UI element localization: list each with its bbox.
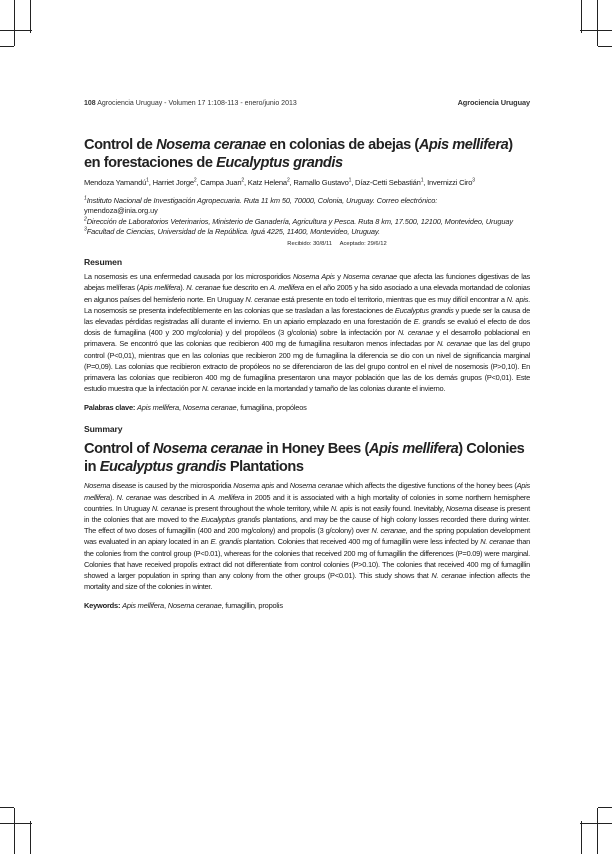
author: Mendoza Yamandú$^1$ (84, 177, 149, 187)
crop-mark (580, 30, 612, 31)
author: Invernizzi Ciro$^3$ (427, 177, 475, 187)
crop-mark (598, 46, 612, 47)
author: Ramallo Gustavo$^1$ (293, 177, 352, 187)
accepted-date: Aceptado: 29/6/12 (339, 241, 387, 248)
crop-mark (580, 823, 612, 824)
affiliation-1: $^1$Instituto Nacional de Investigación Agropecuaria. Ruta 11 km 50, 70000, Colonia, Uruguay. Correo electrónico: ymendoza@inia.org.uy (84, 195, 438, 216)
crop-mark (598, 807, 612, 808)
summary-body: Nosema disease is caused by the microsporidia Nosema apis and Nosema ceranae which affects the digestive functions of the honey bees (Apis mellifera). N. ceranae was described in A. mellifera in 2005 and it is associated with a high mortality of colonies in some northern hemisphere countries. In Uruguay N. ceranae is present throughout the whole territory, while N. apis is not easily found. Inevitably, Nosema disease is present in the colonies that are moved to the Eucalyptus grandis plantations, and may be the cause of high colony losses recorded there during winter. The effect of two doses of fumagillin (400 and 200 mg/colony) and propolis (3 g/colony) over N. ceranae, and the spring population development was evaluated in an apiary located in an E. grandis plantation. Colonies that received 400 mg of fumagillin were less infected by N. ceranae than the colonies from the control group (P<0.01), whereas for the colonies that received 200 mg of fumagillin the differences (P=0.09) were marginal. Colonies that have received propolis extract did not differentiate from control colonies (P>0.10). The colonies that received 400 mg of fumagillin showed a larger population in spring than any colony from the other groups (P<0.01). This study shows that N. ceranae infection affects the mortality and size of the colonies in winter. (84, 481, 531, 592)
author: Campa Juan$^2$ (200, 177, 244, 187)
crop-mark (0, 30, 32, 31)
author: Katz Helena$^2$ (247, 177, 290, 187)
crop-mark (581, 0, 582, 33)
author: Harriet Jorge$^2$ (152, 177, 197, 187)
resumen-heading: Resumen (84, 257, 122, 268)
running-header (84, 98, 530, 110)
crop-mark (30, 821, 31, 854)
crop-mark (14, 0, 15, 46)
page-number: 108 (84, 100, 96, 107)
palabras-clave: Palabras clave: Apis mellifera, Nosema ceranae, fumagilina, propóleos (84, 403, 307, 413)
crop-mark (0, 807, 14, 808)
title-spanish: Control de Nosema ceranae en colonias de abejas (Apis mellifera) en forestaciones de Eucalyptus grandis (84, 137, 513, 171)
crop-mark (30, 0, 31, 33)
crop-mark (0, 46, 14, 47)
crop-mark (581, 821, 582, 854)
affiliation-2: $^2$Dirección de Laboratorios Veterinarios, Ministerio de Ganadería, Agricultura y Pesca. Ruta 8 km, 17.500, 12100, Montevideo, Uruguay (84, 216, 514, 226)
crop-mark (597, 0, 598, 46)
author: Díaz-Cetti Sebastián$^1$ (355, 177, 424, 187)
title-english: Control of Nosema ceranae in Honey Bees (Apis mellifera) Colonies in Eucalyptus grandis Plantations (84, 441, 525, 476)
crop-mark (14, 808, 15, 854)
received-accepted-dates (84, 241, 530, 247)
crop-mark (0, 823, 32, 824)
crop-mark (597, 808, 598, 854)
received-date: Recibido: 30/8/11 (287, 241, 332, 248)
resumen-body: La nosemosis es una enfermedad causada por los microsporidios Nosema Apis y Nosema ceranae que afecta las funciones digestivas de las abejas melíferas (Apis mellifera). N. ceranae fue descrito en A. mellifera en el año 2005 y ha sido asociado a una elevada mortandad de colonias en algunos países del hemisferio norte. En Uruguay N. ceranae está presente en todo el territorio, mientras que es muy difícil encontrar a N. apis. La nosemosis se presenta indefectiblemente en las colonias que se trasladan a las forestaciones de Eucalyptus grandis y puede ser la causa de las elevadas pérdidas registradas allí durante el invierno. En un apiario emplazado en una forestación de E. grandis se evaluó el efecto de dos dosis de fumagilina (400 y 200 mg/colonia) y del propóleos (3 g/colonia) sobre la infectación por N. ceranae y el desarrollo poblacional en primavera. Se encontró que las colonias que recibieron 400 mg de fumagilina resultaron menos infectadas por N. ceranae que las del grupo control (P<0,01), mientras que en las colonias que recibieron 200 mg de fumagilina la diferencia se dio con un nivel de significancia marginal (P=0,09). Las colonias que recibieron extracto de propóleos no se diferenciaron de las del grupo control en el nivel de nosemosis (P>0,10). En primavera las colonias que recibieron 400 mg de fumagilina presentaron una mayor población que las de los demás grupos (P<0,01). Este estudio muestra que la infectación por N. ceranae incide en la mortandad y tamaño de las colonias durante el invierno. (84, 272, 531, 394)
contact-email[interactable]: ymendoza@inia.org.uy (84, 206, 158, 216)
author-list: Mendoza Yamandú$^1$, Harriet Jorge$^2$, Campa Juan$^2$, Katz Helena$^2$, Ramallo Gustavo$^1$, Díaz-Cetti Sebastián$^1$, Invernizzi Ciro$^3$ (84, 177, 475, 187)
header-left (84, 100, 297, 107)
summary-heading: Summary (84, 424, 123, 435)
journal-name: Agrociencia Uruguay (457, 98, 530, 107)
keywords: Keywords: Apis mellifera, Nosema ceranae, fumagillin, propolis (84, 601, 283, 611)
affiliations (84, 196, 530, 237)
journal-info: Agrociencia Uruguay - Volumen 17 1:108-113 - enero/junio 2013 (97, 100, 297, 107)
paper-page (84, 98, 530, 610)
affiliation-3: $^3$Facultad de Ciencias, Universidad de la República. Iguá 4225, 11400, Montevideo, Uruguay. (84, 226, 380, 236)
